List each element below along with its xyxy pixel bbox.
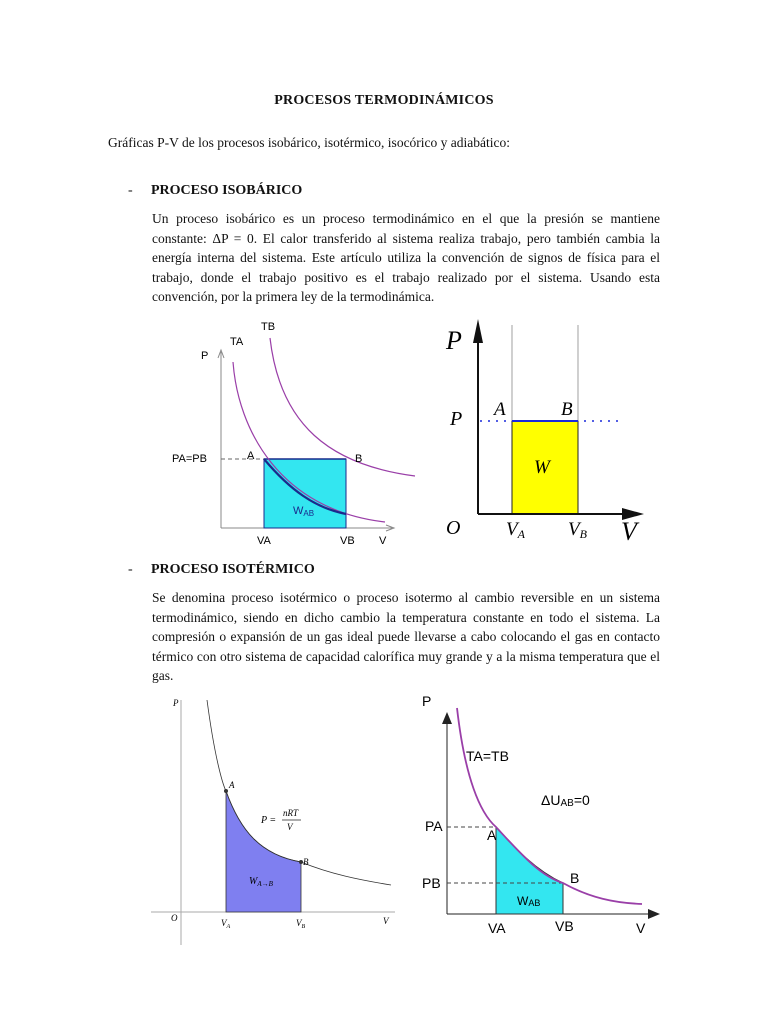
- tick-label-va: $V_A$: [221, 918, 231, 930]
- label-ta-tb: TA=TB: [466, 748, 509, 764]
- tick-label-va: VA: [488, 920, 506, 936]
- document-title: PROCESOS TERMODINÁMICOS: [274, 93, 494, 108]
- intro-text: Gráficas P-V de los procesos isobárico, isotérmico, isocórico y adiabático:: [108, 135, 511, 150]
- point-a-marker: [224, 789, 228, 793]
- label-delta-u: ΔUAB=0: [541, 792, 590, 809]
- section-heading-isothermal: [128, 562, 315, 578]
- origin-label: O: [171, 913, 178, 923]
- y-arrow-icon: [473, 319, 483, 343]
- axis-label-v: V: [621, 517, 637, 546]
- point-a-label: A: [487, 827, 497, 843]
- isotherm-tb-curve: [270, 338, 415, 476]
- tick-label-p: P: [450, 408, 463, 430]
- isobaric-isotherm-figure: [160, 310, 420, 550]
- heading-text: PROCESO ISOTÉRMICO: [151, 562, 315, 577]
- equation-denominator: V: [287, 822, 293, 832]
- bullet-dash: -: [128, 183, 133, 198]
- origin-label: O: [446, 517, 461, 539]
- axis-label-p: P: [446, 326, 462, 355]
- equation-lhs: P =: [261, 815, 277, 826]
- work-label: WAB: [517, 894, 541, 908]
- work-label: WAB: [293, 505, 315, 518]
- tick-label-pb: PB: [422, 875, 441, 891]
- point-b-label: B: [303, 857, 309, 867]
- point-b-label: B: [561, 399, 573, 420]
- work-label: $W_{A\to B}$: [249, 876, 273, 888]
- tick-label-vb: $V_B$: [296, 918, 306, 930]
- axis-label-p: P: [201, 350, 209, 362]
- bullet-dash: -: [128, 562, 133, 577]
- isobaric-work-figure: [440, 315, 650, 550]
- axis-label-v: V: [383, 916, 389, 926]
- isothermal-work-figure: [145, 690, 405, 950]
- isothermal-paragraph: Se denomina proceso isotérmico o proceso isotermo al cambio reversible en un sistema termodinámico, siendo en dicho cambio la temperatura constante en todo el sistema. La compresión o expansión de un gas ideal puede llevarse a cabo colocando el gas en contacto térmico con otro sistema de capacidad calorífica muy grande y a la misma temperatura que el gas.: [152, 590, 660, 683]
- point-b-label: B: [355, 453, 363, 465]
- label-tb: TB: [261, 321, 276, 333]
- point-a-label: A: [494, 399, 506, 420]
- isothermal-isotherm-figure: [410, 688, 670, 948]
- label-ta: TA: [230, 336, 244, 348]
- tick-label-vb: VB: [555, 918, 574, 934]
- axis-label-p: P: [422, 693, 432, 709]
- equation: [260, 808, 301, 832]
- work-label: W: [534, 457, 550, 478]
- tick-label-pa: PA: [425, 818, 443, 834]
- isobaric-paragraph: Un proceso isobárico es un proceso termodinámico en el que la presión se mantiene constante: ΔP = 0. El calor transferido al sistema realiza trabajo, pero también cambia la energía interna del sistema. Este artículo utiliza la convención de signos de física para el trabajo, donde el trabajo positivo es el trabajo realizado por el sistema. Usando esta convención, por la primera ley de la termodinámica.: [152, 211, 660, 304]
- tick-label-vb: VB: [568, 519, 587, 541]
- axis-label-p: P: [173, 698, 179, 708]
- y-arrow-icon: [442, 712, 452, 724]
- tick-label-vb: VB: [340, 535, 355, 547]
- heading-text: PROCESO ISOBÁRICO: [151, 183, 303, 198]
- tick-label-va: VA: [257, 535, 271, 547]
- point-a-label: A: [247, 450, 255, 462]
- point-b-label: B: [570, 870, 580, 886]
- section-heading-isobaric: [128, 183, 302, 199]
- x-arrow-icon: [648, 909, 660, 919]
- equation-numerator: nRT: [283, 808, 299, 818]
- point-a-label: A: [229, 780, 235, 790]
- label-pa-pb: PA=PB: [172, 453, 207, 465]
- axis-label-v: V: [636, 920, 646, 936]
- axis-label-v: V: [379, 535, 387, 547]
- tick-label-va: VA: [506, 519, 525, 541]
